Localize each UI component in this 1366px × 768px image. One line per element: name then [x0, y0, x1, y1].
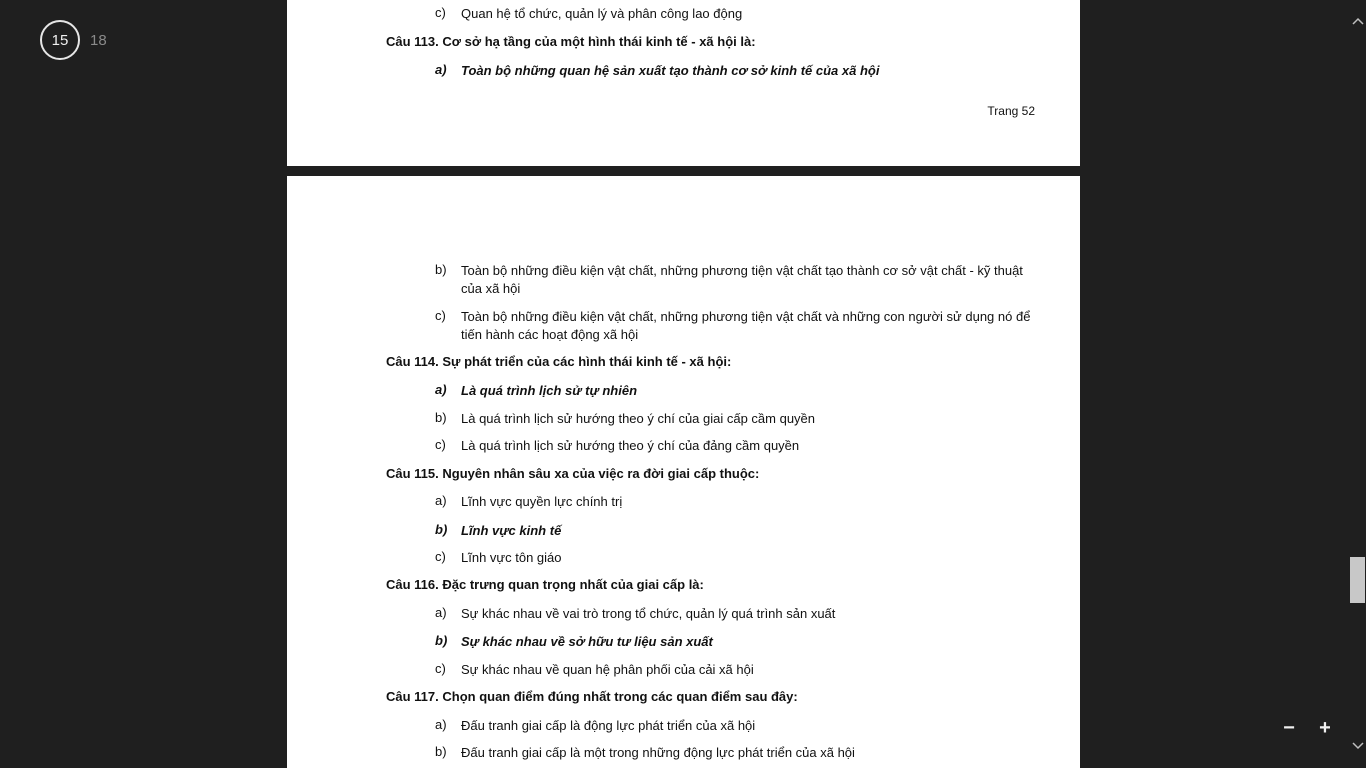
page-number: Trang 52	[987, 104, 1035, 118]
zoom-out-button[interactable]: −	[1283, 716, 1295, 739]
option-text: Là quá trình lịch sử tự nhiên	[461, 383, 638, 398]
option-label: b)	[435, 744, 447, 759]
option-label: c)	[435, 5, 446, 20]
option-label: c)	[435, 437, 446, 452]
answer-option	[435, 308, 1035, 344]
document-page-53	[287, 176, 1080, 768]
option-label: c)	[435, 308, 446, 323]
answer-option	[435, 262, 1035, 298]
option-label: c)	[435, 549, 446, 564]
question-113: Câu 113. Cơ sở hạ tầng của một hình thái kinh tế - xã hội là:	[386, 34, 756, 49]
option-label: a)	[435, 382, 447, 397]
option-label: a)	[435, 62, 447, 77]
option-text: Sự khác nhau về sở hữu tư liệu sản xuất	[461, 634, 713, 649]
question-114: Câu 114. Sự phát triển của các hình thái kinh tế - xã hội:	[386, 354, 732, 369]
scrollbar-thumb[interactable]	[1350, 557, 1365, 603]
vertical-scrollbar[interactable]	[1349, 0, 1366, 768]
question-117: Câu 117. Chọn quan điểm đúng nhất trong các quan điểm sau đây:	[386, 689, 798, 704]
question-115: Câu 115. Nguyên nhân sâu xa của việc ra đời giai cấp thuộc:	[386, 466, 760, 481]
option-text: Quan hệ tổ chức, quản lý và phân công lao động	[461, 6, 743, 21]
option-text: Toàn bộ những quan hệ sản xuất tạo thành cơ sở kinh tế của xã hội	[461, 63, 880, 78]
option-label: b)	[435, 522, 448, 537]
option-label: a)	[435, 493, 447, 508]
current-page-indicator[interactable]: 15	[40, 20, 80, 60]
question-116: Câu 116. Đặc trưng quan trọng nhất của giai cấp là:	[386, 577, 704, 592]
page-counter	[40, 20, 107, 60]
option-text: Lĩnh vực tôn giáo	[461, 550, 562, 565]
option-text: Là quá trình lịch sử hướng theo ý chí của đảng cầm quyền	[461, 438, 800, 453]
option-label: a)	[435, 717, 447, 732]
zoom-in-button[interactable]: +	[1319, 716, 1331, 739]
option-label: c)	[435, 661, 446, 676]
chevron-down-icon[interactable]	[1349, 737, 1366, 754]
chevron-up-icon[interactable]	[1349, 12, 1366, 29]
option-text: Toàn bộ những điều kiện vật chất, những phương tiện vật chất tạo thành cơ sở vật chất - kỹ thuật của xã hội	[461, 263, 1023, 296]
document-page-52	[287, 0, 1080, 166]
option-text: Sự khác nhau về quan hệ phân phối của cải xã hội	[461, 662, 754, 677]
total-pages: 18	[90, 31, 107, 49]
option-label: a)	[435, 605, 447, 620]
option-text: Toàn bộ những điều kiện vật chất, những phương tiện vật chất và những con người sử dụng nó để tiến hành các hoạt động xã hội	[461, 309, 1031, 342]
option-text: Đấu tranh giai cấp là động lực phát triển của xã hội	[461, 718, 756, 733]
option-text: Lĩnh vực kinh tế	[461, 523, 562, 538]
option-label: b)	[435, 262, 447, 277]
option-text: Là quá trình lịch sử hướng theo ý chí của giai cấp cầm quyền	[461, 411, 816, 426]
option-label: b)	[435, 633, 448, 648]
option-text: Đấu tranh giai cấp là một trong những động lực phát triển của xã hội	[461, 745, 855, 760]
option-label: b)	[435, 410, 447, 425]
option-text: Lĩnh vực quyền lực chính trị	[461, 494, 623, 509]
option-text: Sự khác nhau về vai trò trong tổ chức, quản lý quá trình sản xuất	[461, 606, 836, 621]
